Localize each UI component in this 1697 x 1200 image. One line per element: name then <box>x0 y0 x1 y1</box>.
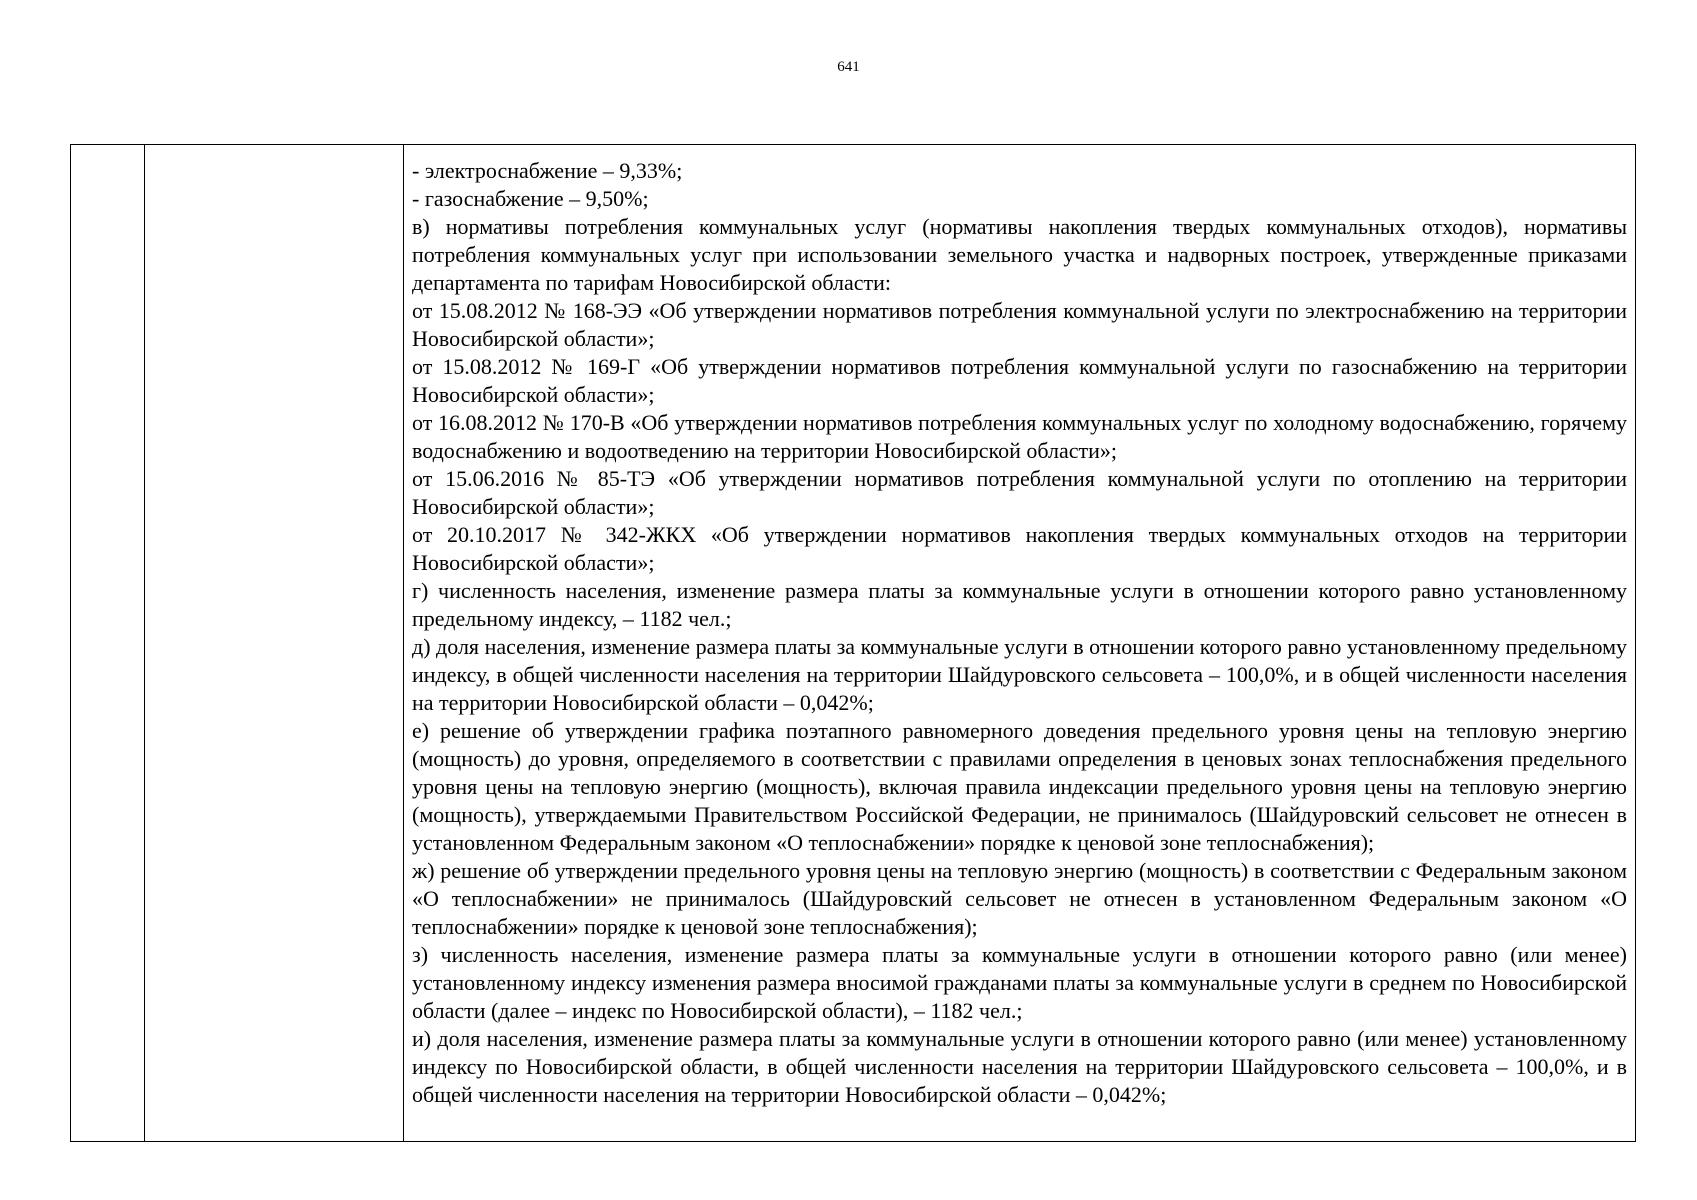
table-cell-content <box>404 145 1636 1142</box>
paragraph-order-170: от 16.08.2012 № 170-В «Об утверждении нормативов потребления коммунальных услуг по холодному водоснабжению, горячему водоснабжению и водоотведению на территории Новосибирской области»; <box>412 410 1627 463</box>
table-cell-number <box>71 145 145 1142</box>
paragraph-electricity: - электроснабжение – 9,33%; <box>412 158 683 183</box>
paragraph-item-v: в) нормативы потребления коммунальных услуг (нормативы накопления твердых коммунальных отходов), нормативы потребления коммунальных услуг при использовании земельного участка и надворных построек, утвержденные приказами департамента по тарифам Новосибирской области: <box>412 214 1627 295</box>
paragraph-item-g: г) численность населения, изменение размера платы за коммунальные услуги в отношении которого равно установленному предельному индексу, – 1182 чел.; <box>412 578 1627 631</box>
table-cell-name <box>145 145 404 1142</box>
paragraph-order-85: от 15.06.2016 № 85-ТЭ «Об утверждении нормативов потребления коммунальной услуги по отоплению на территории Новосибирской области»; <box>412 466 1627 519</box>
paragraph-gas: - газоснабжение – 9,50%; <box>412 186 649 211</box>
paragraph-item-zh: ж) решение об утверждении предельного уровня цены на тепловую энергию (мощность) в соответствии с Федеральным законом «О теплоснабжении» не принималось (Шайдуровский сельсовет не отнесен в установленном Федеральным законом «О теплоснабжении» порядке к ценовой зоне теплоснабжения); <box>412 858 1627 939</box>
paragraph-order-168: от 15.08.2012 № 168-ЭЭ «Об утверждении нормативов потребления коммунальной услуги по электроснабжению на территории Новосибирской области»; <box>412 298 1627 351</box>
document-table <box>70 144 1636 1142</box>
paragraph-item-d: д) доля населения, изменение размера платы за коммунальные услуги в отношении которого равно установленному предельному индексу, в общей численности населения на территории Шайдуровского сельсовета – 100,0%, и в общей численности населения на территории Новосибирской области – 0,042%; <box>412 634 1627 715</box>
table-row <box>71 145 1636 1142</box>
paragraph-item-i: и) доля населения, изменение размера платы за коммунальные услуги в отношении которого равно (или менее) установленному индексу по Новосибирской области, в общей численности населения на территории Шайдуровского сельсовета – 100,0%, и в общей численности населения на территории Новосибирской области – 0,042%; <box>412 1026 1627 1107</box>
paragraph-item-z: з) численность населения, изменение размера платы за коммунальные услуги в отношении которого равно (или менее) установленному индексу изменения размера вносимой гражданами платы за коммунальные услуги в среднем по Новосибирской области (далее – индекс по Новосибирской области), – 1182 чел.; <box>412 942 1627 1023</box>
paragraph-item-e: е) решение об утверждении графика поэтапного равномерного доведения предельного уровня цены на тепловую энергию (мощность) до уровня, определяемого в соответствии с правилами определения в ценовых зонах теплоснабжения предельного уровня цены на тепловую энергию (мощность), включая правила индексации предельного уровня цены на тепловую энергию (мощность), утверждаемыми Правительством Российской Федерации, не принималось (Шайдуровский сельсовет не отнесен в установленном Федеральным законом «О теплоснабжении» порядке к ценовой зоне теплоснабжения); <box>412 718 1627 855</box>
paragraph-order-342: от 20.10.2017 № 342-ЖКХ «Об утверждении нормативов накопления твердых коммунальных отходов на территории Новосибирской области»; <box>412 522 1627 575</box>
paragraph-order-169: от 15.08.2012 № 169-Г «Об утверждении нормативов потребления коммунальной услуги по газоснабжению на территории Новосибирской области»; <box>412 354 1627 407</box>
page-number: 641 <box>837 59 860 75</box>
